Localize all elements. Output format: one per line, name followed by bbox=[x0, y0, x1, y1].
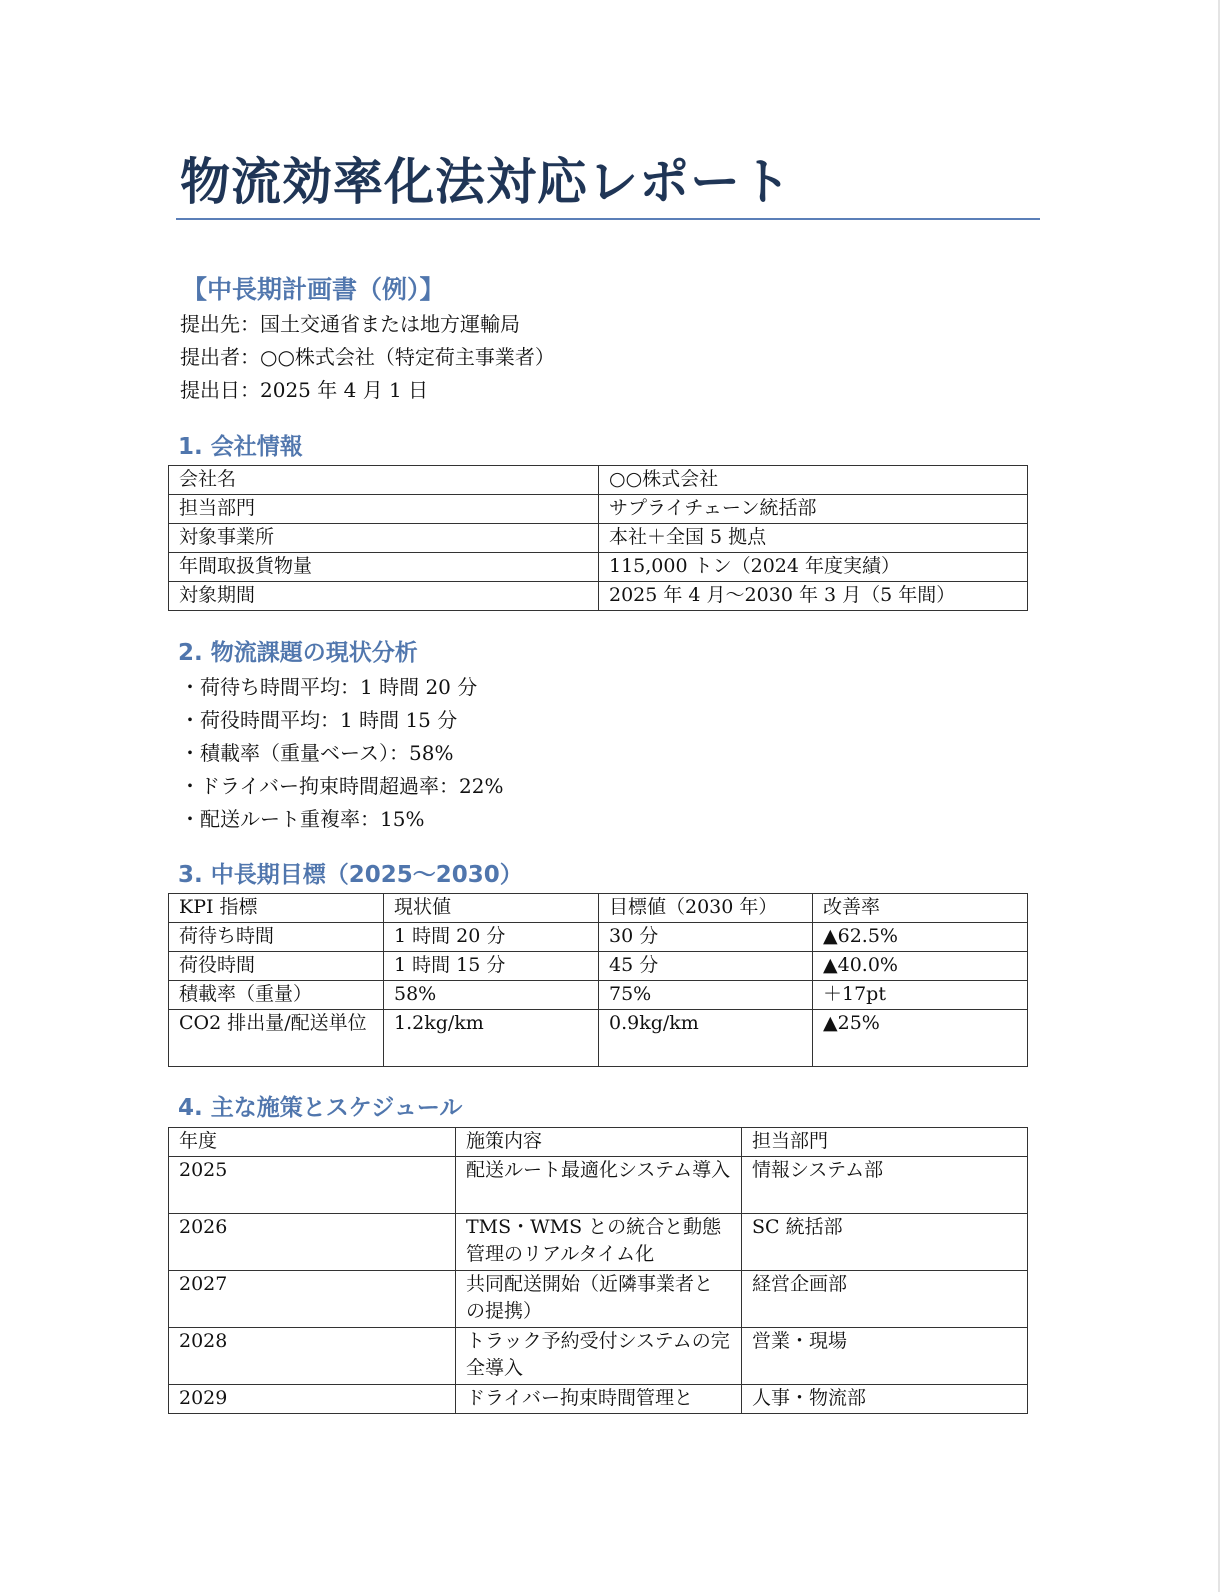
section-heading-goals: 3. 中長期目標（2025〜2030） bbox=[178, 862, 523, 888]
submission-recipient: 提出先：国土交通省または地方運輸局 bbox=[180, 312, 520, 336]
column-header: 現状値 bbox=[384, 894, 599, 923]
kpi-name: CO2 排出量/配送単位 bbox=[169, 1010, 384, 1067]
table-row bbox=[169, 1271, 1028, 1328]
schedule-department: 情報システム部 bbox=[742, 1157, 1028, 1214]
submission-info bbox=[180, 308, 555, 407]
table-row bbox=[169, 981, 1028, 1010]
schedule-year: 2027 bbox=[169, 1271, 456, 1328]
column-header: 担当部門 bbox=[742, 1128, 1028, 1157]
goals-table bbox=[168, 893, 1028, 1067]
submission-date: 提出日：2025 年 4 月 1 日 bbox=[180, 378, 429, 402]
table-header-row bbox=[169, 1128, 1028, 1157]
submission-submitter: 提出者：○○株式会社（特定荷主事業者） bbox=[180, 345, 555, 369]
table-row bbox=[169, 1214, 1028, 1271]
company-field-value: 115,000 トン（2024 年度実績） bbox=[599, 553, 1028, 582]
kpi-current: 58% bbox=[384, 981, 599, 1010]
kpi-improvement: ▲40.0% bbox=[813, 952, 1028, 981]
schedule-year: 2029 bbox=[169, 1385, 456, 1414]
kpi-target: 75% bbox=[599, 981, 813, 1010]
section-heading-analysis: 2. 物流課題の現状分析 bbox=[178, 640, 418, 666]
kpi-name: 荷待ち時間 bbox=[169, 923, 384, 952]
table-row bbox=[169, 1385, 1028, 1414]
kpi-current: 1 時間 20 分 bbox=[384, 923, 599, 952]
table-row bbox=[169, 923, 1028, 952]
company-field-label: 対象事業所 bbox=[169, 524, 599, 553]
table-row bbox=[169, 553, 1028, 582]
company-field-label: 担当部門 bbox=[169, 495, 599, 524]
list-item: ・ドライバー拘束時間超過率：22% bbox=[180, 774, 504, 798]
schedule-table bbox=[168, 1127, 1028, 1414]
table-row bbox=[169, 1328, 1028, 1385]
document-title: 物流効率化法対応レポート bbox=[180, 153, 792, 211]
schedule-year: 2025 bbox=[169, 1157, 456, 1214]
list-item: ・荷待ち時間平均：1 時間 20 分 bbox=[180, 675, 478, 699]
company-field-value: サプライチェーン統括部 bbox=[599, 495, 1028, 524]
kpi-name: 荷役時間 bbox=[169, 952, 384, 981]
company-field-label: 対象期間 bbox=[169, 582, 599, 611]
kpi-target: 45 分 bbox=[599, 952, 813, 981]
table-row bbox=[169, 952, 1028, 981]
schedule-measure: トラック予約受付システムの完全導入 bbox=[456, 1328, 742, 1385]
kpi-name: 積載率（重量） bbox=[169, 981, 384, 1010]
schedule-measure: ドライバー拘束時間管理と bbox=[456, 1385, 742, 1414]
table-row bbox=[169, 524, 1028, 553]
analysis-list bbox=[180, 671, 503, 836]
kpi-improvement: ▲62.5% bbox=[813, 923, 1028, 952]
company-field-value: 2025 年 4 月〜2030 年 3 月（5 年間） bbox=[599, 582, 1028, 611]
kpi-target: 0.9kg/km bbox=[599, 1010, 813, 1067]
section-heading-company: 1. 会社情報 bbox=[178, 434, 303, 460]
kpi-current: 1.2kg/km bbox=[384, 1010, 599, 1067]
column-header: 改善率 bbox=[813, 894, 1028, 923]
company-field-label: 年間取扱貨物量 bbox=[169, 553, 599, 582]
page-edge bbox=[1218, 0, 1220, 1592]
kpi-improvement: ＋17pt bbox=[813, 981, 1028, 1010]
section-heading-schedule: 4. 主な施策とスケジュール bbox=[178, 1095, 463, 1121]
company-info-table bbox=[168, 465, 1028, 611]
kpi-current: 1 時間 15 分 bbox=[384, 952, 599, 981]
list-item: ・荷役時間平均：1 時間 15 分 bbox=[180, 708, 458, 732]
schedule-department: 人事・物流部 bbox=[742, 1385, 1028, 1414]
kpi-target: 30 分 bbox=[599, 923, 813, 952]
schedule-department: SC 統括部 bbox=[742, 1214, 1028, 1271]
plan-subtitle: 【中長期計画書（例）】 bbox=[182, 275, 445, 304]
schedule-measure: 共同配送開始（近隣事業者との提携） bbox=[456, 1271, 742, 1328]
table-row bbox=[169, 495, 1028, 524]
list-item: ・積載率（重量ベース）：58% bbox=[180, 741, 454, 765]
title-underline bbox=[176, 218, 1040, 220]
schedule-measure: TMS・WMS との統合と動態管理のリアルタイム化 bbox=[456, 1214, 742, 1271]
schedule-year: 2026 bbox=[169, 1214, 456, 1271]
table-row bbox=[169, 1157, 1028, 1214]
kpi-improvement: ▲25% bbox=[813, 1010, 1028, 1067]
list-item: ・配送ルート重複率：15% bbox=[180, 807, 425, 831]
company-field-label: 会社名 bbox=[169, 466, 599, 495]
table-row bbox=[169, 466, 1028, 495]
schedule-department: 営業・現場 bbox=[742, 1328, 1028, 1385]
schedule-department: 経営企画部 bbox=[742, 1271, 1028, 1328]
table-header-row bbox=[169, 894, 1028, 923]
company-field-value: 本社＋全国 5 拠点 bbox=[599, 524, 1028, 553]
table-row bbox=[169, 582, 1028, 611]
column-header: 目標値（2030 年） bbox=[599, 894, 813, 923]
column-header: KPI 指標 bbox=[169, 894, 384, 923]
schedule-year: 2028 bbox=[169, 1328, 456, 1385]
company-field-value: ○○株式会社 bbox=[599, 466, 1028, 495]
table-row bbox=[169, 1010, 1028, 1067]
column-header: 年度 bbox=[169, 1128, 456, 1157]
column-header: 施策内容 bbox=[456, 1128, 742, 1157]
schedule-measure: 配送ルート最適化システム導入 bbox=[456, 1157, 742, 1214]
